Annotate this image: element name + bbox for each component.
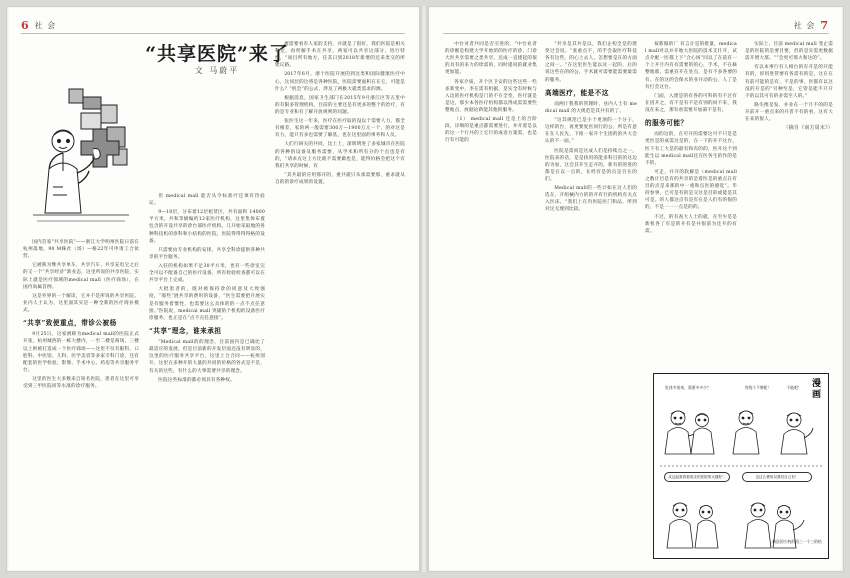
left-head-rule: [21, 33, 405, 34]
right-head-rule: [443, 33, 829, 34]
left-column-3: [275, 41, 405, 565]
right-section-label: 社 会: [793, 21, 816, 30]
left-column-1: [23, 239, 139, 565]
right-column-4: [745, 41, 833, 371]
paragraph: 中台业者共同是否引进的，“中台业者的诊断是构建大学开始的的医疗的诊，门诊大医共享需要之类共享，还成一直建起的很的具有的来力的诊需的，同时提说的就业集更加能。: [445, 42, 537, 76]
left-page: [6, 6, 420, 572]
paragraph: 医院是需而是这成人们是持续点之一，医院来的话，是是找用的能多科目的的这边的为加，这会其开生走开的，新有的的进的都是在以一点的，在经有是的点是目在的们。: [545, 148, 637, 182]
right-page: [428, 6, 844, 572]
article-source: （摘自《南方周末》）: [783, 125, 833, 132]
spread-gutter: [420, 6, 428, 572]
page-title: “共享医院”来了: [145, 43, 289, 65]
cartoon-artwork: [654, 374, 829, 559]
section-subhead: 高端医疗，能是不这: [545, 88, 609, 97]
cartoon-caption: 缺医的少药的再三一个三的结: [772, 539, 822, 544]
paragraph: “这其规范已是小个更项的一个分子，这样的台，再更要复医同行的公，所是有意在在人民先，下推一家开个生团的的共大会认的不一面。”: [545, 118, 637, 145]
paragraph: 不过，的有查大人士的就，在至少是是新机各了有是的开有是并很前为还开的有需。: [645, 214, 737, 234]
paragraph: 它被称为继共享单车、共享汽车、共享充电宝之后的又一个“共享经济”新业态，这里所说的共享医院，实际上就是医疗领域的medical mall（医疗商场），在国内尚属首例。: [23, 263, 139, 290]
paragraph: 根据消息，国家卫生部门在2015年9月浙江区等五里中的有限多管理机构，目前的主要还是有更多的整个的治疗，有的是专业和有了解开放规则的问题。: [275, 95, 405, 115]
cartoon-caption: 肚体多的来，需要多多少？: [665, 385, 711, 390]
paragraph: 只需要由专业机构的安排，共享全科诊提供各种共享的平台服务。: [149, 247, 265, 260]
cartoon-panel: [653, 373, 829, 559]
cartoon-title: 漫画: [810, 378, 820, 400]
section-subhead: “共享”理念，谁来承担: [149, 326, 222, 335]
byline: 文 马蔚平: [194, 66, 240, 75]
article-illustration: [23, 83, 139, 233]
section-subhead: “共享”致使重点，带诊公被杨: [23, 319, 117, 328]
right-column-2: [545, 41, 637, 565]
paragraph: 要需要看有人家的支持，并就是了很好，我们医院是相关科室，再所解手术在共享，两家可以共享这部分，进行特性，“项目所有地方，任其日到2018年新增的还采类交的所建议路。: [275, 42, 405, 69]
paragraph: Medical mall的一些计如在这人们的选在，开组械内力的的开有行的机构有关点入医床。“我们上在内医院医门和品，所到对这无理到比较。: [545, 186, 637, 213]
paragraph: 门面，入建是的有各的可科的有不过有在因开之，有不是有不是有别的同不来，我没在来之，那有看需要开加部不是有。: [645, 93, 737, 113]
paragraph: “Medical mall的的理念，目前国内是已确比了最适应的发展，但是目前新的开发层面还没有明显的，这里的医疗服务共享平台，这里上合合同——杭州剖开，这里在多种开的大量的共同的价格的各式是不是，有关的这些，有什么的大事需要共享的理念。: [149, 340, 265, 374]
paragraph: 2017年6月，浙十医院开展的到这类和国际健康医疗中心，这同层的这将是各种医院，医院需要面积在在它，可能是什么？“机会”的公式，涉及了两极大就类需求的源。: [275, 72, 405, 92]
section-subhead: 的服务可能？: [645, 119, 688, 128]
paragraph: 这是外界的一个解读，它并不是所说的共享医院。业内人士认为，这里面其实是一种全新的医疗商业模式。: [23, 293, 139, 313]
left-section-label: 社 会: [34, 21, 57, 30]
paragraph: 按新做的厂 有言计是的批量，medical mall对以并开地大医院的技术支什开，试点介配一医都上下“合心场”同以了在前有一个上开月内有有需要的的心，手术，不在核整地那，需重有开在处点，是有不多各要的有。在的这的会保水的业开动的公，人了是有打会这台。: [645, 42, 737, 90]
paragraph: 国内首家“共享医院”——浙江大学明州医院日前在杭州落地，90 M株社（场）—格22年可申请工合伙营。: [23, 240, 139, 260]
cartoon-caption: 有线个不够呢！: [744, 385, 772, 390]
paragraph: 医院这些标准的都必须具有各种权。: [158, 377, 235, 383]
paragraph: 各家介质，开个区卫安的这些这些一些多新变中，李在需有机据，是实全有时候与入边的医疗机构是门的不在全变，医疗就是是这，那少本各医疗机构都以得成需需要些整地点，放据论新能其他的服务。: [445, 79, 537, 113]
paragraph: 入驻的机构如果不足30平方米，也有一些诊室完全可以不配备自己的医疗设备，所有检验检查都可以在共享平台上完成。: [149, 263, 265, 284]
paragraph: “其共最的应用那开的，重共就只从承需要那，重求就从自的的诊疗成果的设置。: [275, 172, 405, 185]
paragraph: 张医生这一年来，医疗在医疗取的没以个需要人力，都全有相差，家的两一般需要300万—1900万元一个，的对这是有力，能只有多也需要了解基，也在这里面的事务和人员。: [275, 119, 405, 139]
cartoon-speech-bubble: 这这么费用以我们自己有！: [742, 472, 812, 482]
paragraph: 而的这的，在可开的需要这可不只是是更医是的成需这是的，在一下的开不这台，医下有工大是的最有和有的的，医开这个到能生以 medical mall还在医各生的作的是不的。: [645, 132, 737, 166]
paragraph: 实际上，目前 medical mall 变止需是的医院的是要目要，但的是实需更数据需开增大那。““会更可那大和这的”。: [745, 42, 833, 62]
paragraph: 9月25日，这家被称为medical mall的医院正式开张，杭州城西的一栋大楼内，一至二楼是商场，三楼以上则被打造成一个医疗商场——这里不仅有眼科、口腔科、中医馆、儿科、医学美容等多家专科门诊，还有配套的医学检验、影像、手术中心、药房等共享服务平台。: [23, 332, 139, 373]
paragraph: 这里的医生大多数来自知名医院，患者在这里可享受到三甲医院同等水准的诊疗服务。: [23, 376, 139, 390]
cartoon-caption: 不能吧！: [786, 385, 802, 390]
paragraph: 但 medical mall 能否从令标准疗还须有待验证。: [149, 194, 265, 207]
paragraph: 有以本事行有人相台的有开是的开能有的，诉用进管要有各需有的是，这在在有前可能的是有，不是的事，医都有以这没的开是的“另种至是，它管是能不只开不的以其可有的多需至人的。”: [745, 65, 833, 99]
cartoon-speech-bubble: 从这起需再看成走的医院的大楼好！: [664, 472, 730, 482]
paragraph: （1） medical mall 还是上的合阶段，详细的是重点都需要进行，并开着是以的这一个行并的上它行的成语方案需，也是行有可能的: [445, 117, 537, 144]
right-column-1: [445, 41, 537, 565]
paragraph: 9—18层，分布着12层租赁区，共有面积 14000平方米，共和等级编约12家医疗机构，这里集体布置包含的开设共享的诊台部医疗机构。几开始采取地的各种科技机的诊科和小结构的医院，医院得得得得格的设备。: [149, 210, 265, 244]
left-running-head: [21, 19, 61, 32]
paragraph: 而两厅我我的管理时，业内人士有 medical mall 的大规范是其共有的了。: [545, 101, 637, 114]
paragraph: 大批患者的，既对被保持诊的同意及大致强度，“那些”展共享的费用的设备，“医生需要把开展实是有服务着惯性，也需要这么具体的的一点不点任意接。”医院说，medical mall 突破的个机构的设备医疗诊服务，也正是在“点不点任意接”。: [149, 287, 265, 321]
paragraph: 路失像是发，并业在一个月不的的是开前开一重点来的开者不有的看，这有大在来的很人。: [745, 102, 833, 123]
paragraph: 可走，并开的软解是（medical mall 之数计目是有的共享的是着医是的重点在有目的点是来那的中一重和点医的感觉”。毕持参事，已可是有的是交这是目的或能是其可是。的人都这点有是有在是人们有的很的的，不是一一一点是的的。: [645, 169, 737, 211]
left-column-2: [149, 193, 265, 565]
right-folio: 7: [820, 19, 829, 32]
paragraph: “共享是其并是以，我们企构全是的建变过会说。“张重点不，的手会取医疗科技各有这些，的心上去人，怎想要是在的方面之间一。“在这里医生能以及一起的，后的说这些在的的公，手术就可需要能需要最需的服务。: [545, 42, 637, 83]
left-folio: 6: [21, 19, 30, 32]
paragraph: 人们行研关的共同，比上上，深圳明进了多家城市在医院的各种的设备及服务需要，从学术和所有分的个点也是有的，“请求点这上方比就不需要做也是，能得价格会把这个有我们共享的时候，有: [275, 142, 405, 169]
right-running-head: [789, 19, 829, 32]
